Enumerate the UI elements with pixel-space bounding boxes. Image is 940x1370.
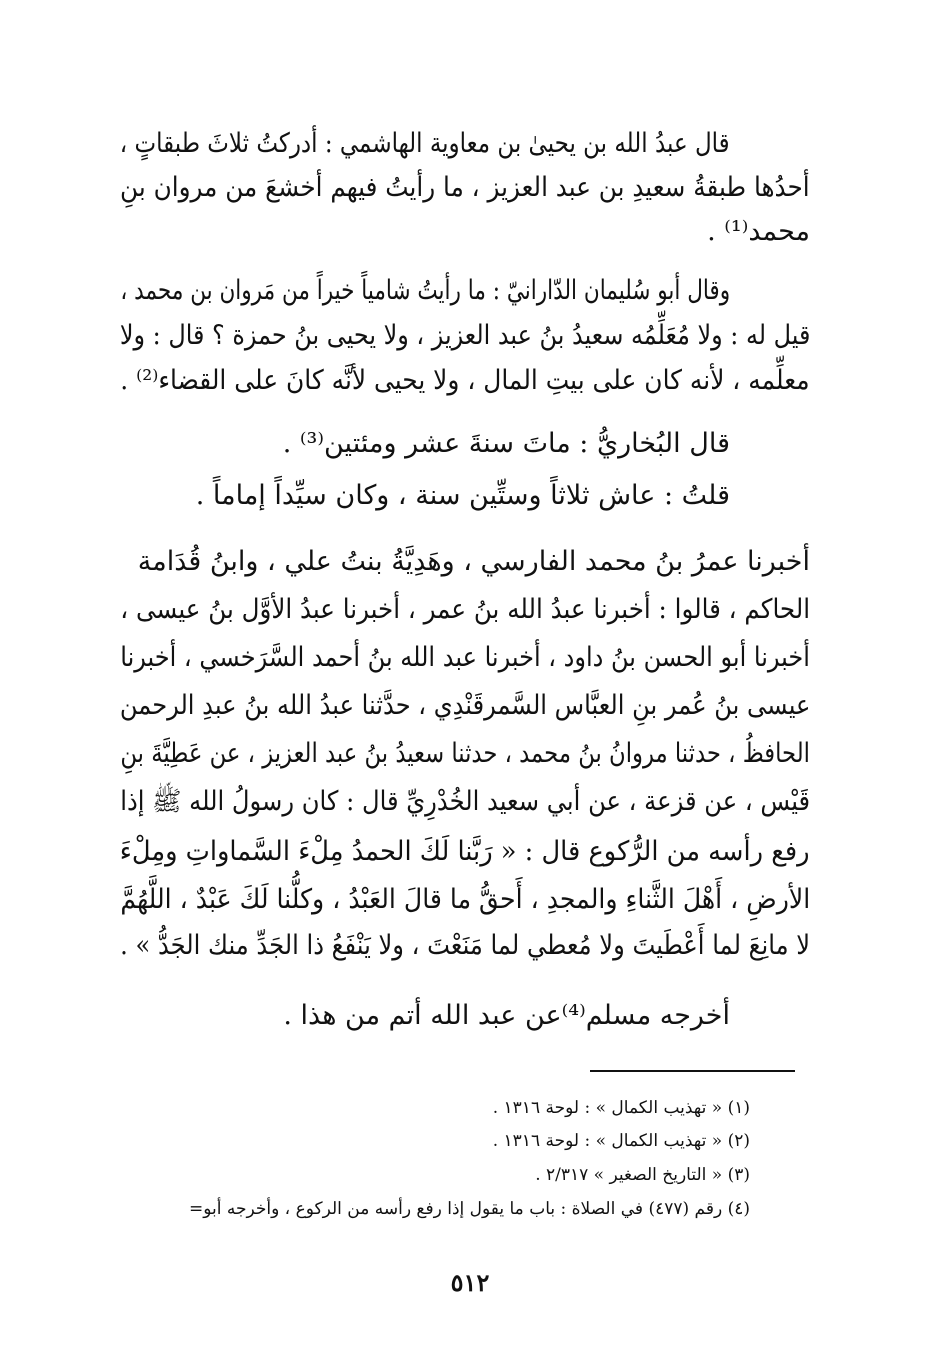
text-line: الحاكم ، قالوا : أخبرنا عبدُ الله بنُ عمر ، أخبرنا عبدُ الأوَّل بنُ عيسى ، [120, 594, 810, 625]
footnote: (٢) « تهذيب الكمال » : لوحة ١٣١٦ . [492, 1131, 750, 1151]
text-line: معلِّمه ، لأنه كان على بيتِ المال ، ولا يحيى لأنَّه كانَ على القضاء⁽²⁾ . [120, 365, 810, 396]
footnote: (١) « تهذيب الكمال » : لوحة ١٣١٦ . [492, 1098, 750, 1118]
text-line: أخبرنا أبو الحسن بنُ داود ، أخبرنا عبد الله بنُ أحمد السَّرَخسي ، أخبرنا [120, 642, 810, 673]
footnote: (٤) رقم (٤٧٧) في الصلاة : باب ما يقول إذا رفع رأسه من الركوع ، وأخرجه أبو= [188, 1199, 750, 1219]
text-line: رفع رأسه من الرُّكوع قال : « رَبَّنا لَكَ الحمدُ مِلْءَ السَّماواتِ ومِلْءَ [120, 836, 810, 867]
text-line: قال البُخاريُّ : ماتَ سنةَ عشر ومئتين⁽³⁾ . [282, 428, 730, 459]
text-line: الأرضِ ، أَهْلَ الثَّناءِ والمجدِ ، أَحقُّ ما قالَ العَبْدُ ، وكلُّنا لَكَ عَبْدٌ ، اللَّهُمَّ [120, 884, 810, 915]
text-line: وقال أبو سُليمان الدّارانيّ : ما رأيتُ شامياً خيراً من مَروان بن محمد ، [120, 275, 730, 306]
text-line: قلتُ : عاش ثلاثاً وستِّين سنة ، وكان سيِّداً إماماً . [195, 480, 730, 511]
text-line: محمد⁽¹⁾ . [707, 216, 810, 247]
page-number: ٥١٢ [450, 1268, 490, 1297]
text-line: لا مانِعَ لما أَعْطَيتَ ولا مُعطي لما مَنَعْتَ ، ولا يَنْفَعُ ذا الجَدِّ منك الجَدُّ » . [120, 930, 810, 961]
text-line: الحافظُ ، حدثنا مروانُ بنُ محمد ، حدثنا سعيدُ بنُ عبد العزيز ، عن عَطِيَّةَ بنِ [120, 738, 810, 769]
text-line: قَيْس ، عن قزعة ، عن أبي سعيد الخُدْرِيِّ قال : كان رسولُ الله ﷺ إذا [120, 786, 810, 817]
text-line: أخبرنا عمرُ بنُ محمد الفارسي ، وهَدِيَّةُ بنتُ علي ، وابنُ قُدَامة [137, 546, 810, 577]
text-line: أخرجه مسلم⁽⁴⁾عن عبد الله أتم من هذا . [283, 1000, 730, 1031]
footnote-separator [590, 1070, 795, 1072]
text-line: قال عبدُ الله بن يحيىٰ بن معاوية الهاشمي : أدركتُ ثلاثَ طبقاتٍ ، [120, 128, 730, 159]
text-line: عيسى بنُ عُمر بنِ العبَّاس السَّمرقَنْدِي ، حدَّثنا عبدُ الله بنُ عبدِ الرحمن [119, 690, 810, 721]
footnote: (٣) « التاريخ الصغير » ٢/٣١٧ . [535, 1165, 750, 1185]
text-line: قيل له : ولا مُعَلِّمُه سعيدُ بنُ عبد العزيز ، ولا يحيى بنُ حمزة ؟ قال : ولا [119, 320, 810, 351]
text-line: أحدُها طبقةُ سعيدِ بن عبد العزيز ، ما رأيتُ فيهم أخشعَ من مروان بنِ [120, 172, 810, 203]
